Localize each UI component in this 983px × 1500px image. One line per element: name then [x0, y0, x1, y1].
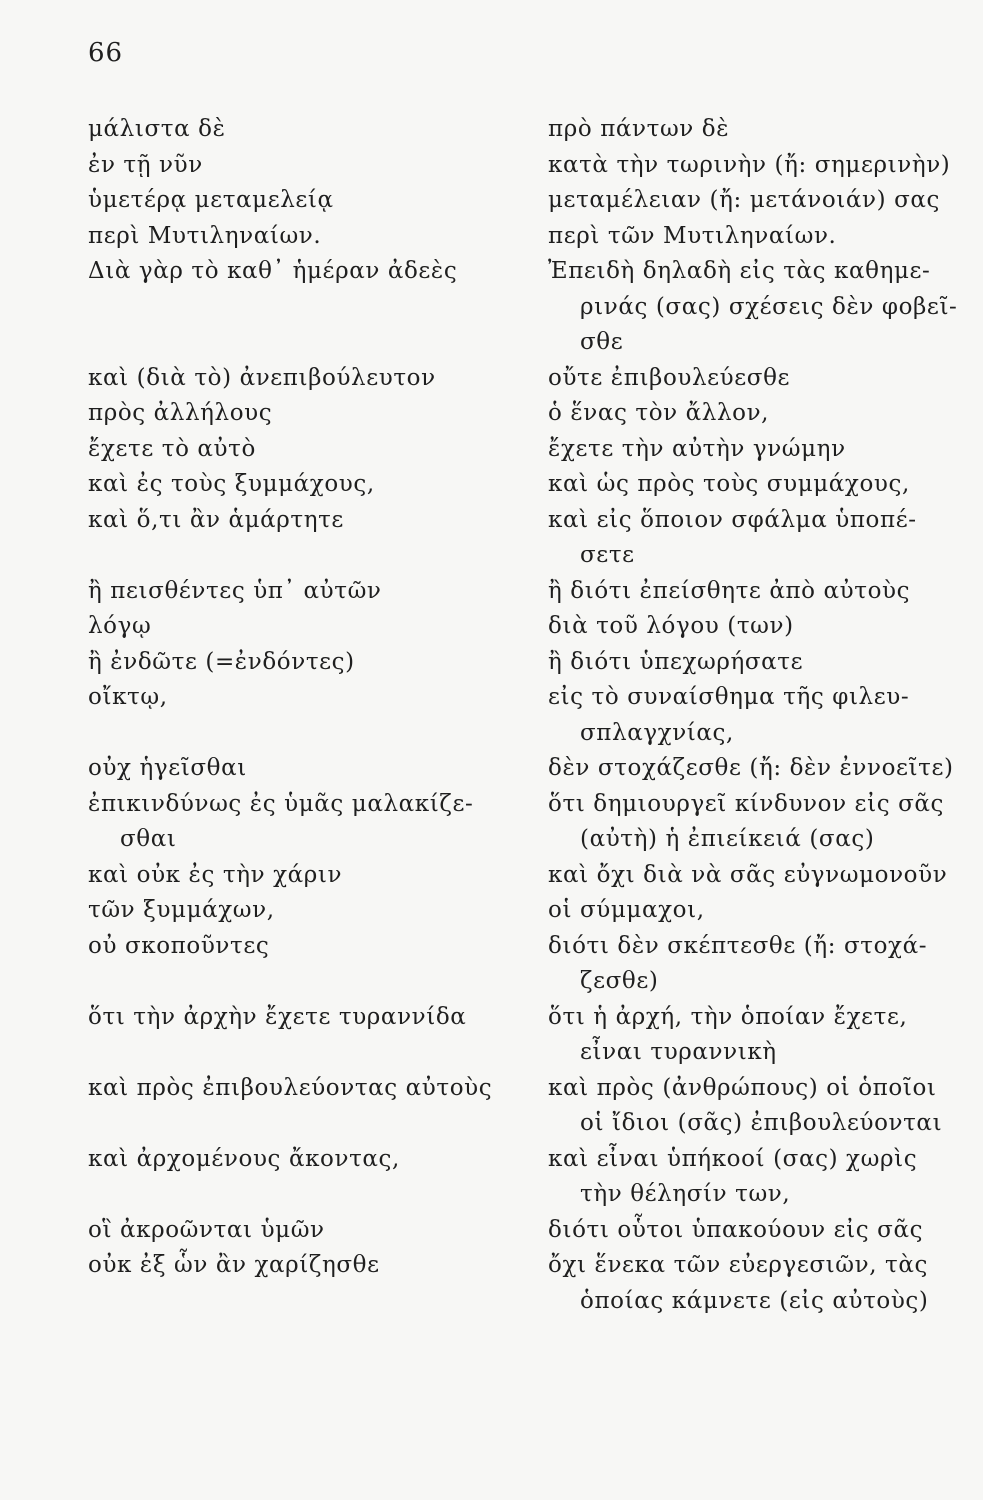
translation-text-line: κατὰ τὴν τωρινὴν (ἤ: σημερινὴν): [548, 151, 951, 178]
original-text-line: ὑμετέρᾳ μεταμελείᾳ: [88, 187, 334, 213]
translation-text-line: ζεσθε): [580, 968, 659, 994]
translation-text-line: δὲν στοχάζεσθε (ἤ: δὲν ἐννοεῖτε): [548, 755, 954, 781]
translation-text-line: καὶ εἶναι ὑπήκοοί (σας) χωρὶς: [548, 1145, 918, 1172]
translation-text-line: οὔτε ἐπιβουλεύεσθε: [548, 364, 791, 391]
original-text-line: [88, 325, 518, 361]
translation-text-line: οἱ ἴδιοι (σᾶς) ἐπιβουλεύονται: [580, 1110, 943, 1136]
original-text-line: καὶ (διὰ τὸ) ἀνεπιβούλευτον: [88, 364, 436, 391]
original-text-line: οὐχ ἡγεῖσθαι: [88, 755, 247, 781]
translation-text-line: καὶ ὡς πρὸς τοὺς συμμάχους,: [548, 471, 910, 497]
original-text-line: [88, 716, 518, 752]
original-text-line: [88, 538, 518, 574]
translation-text-line: ὁ ἕνας τὸν ἄλλον,: [548, 400, 770, 426]
translation-text-line: σθε: [580, 329, 624, 355]
original-text-line: τῶν ξυμμάχων,: [88, 897, 275, 923]
translation-text-line: σετε: [580, 542, 635, 568]
original-text-line: καὶ πρὸς ἐπιβουλεύοντας αὐτοὺς: [88, 1074, 493, 1101]
translation-text-line: ρινάς (σας) σχέσεις δὲν φοβεῖ-: [580, 293, 958, 320]
original-text-line: καὶ ἐς τοὺς ξυμμάχους,: [88, 471, 375, 497]
translation-text-line: (αὐτὴ) ἡ ἐπιείκειά (σας): [580, 826, 875, 852]
translation-text-line: ἢ διότι ἐπείσθητε ἀπὸ αὐτοὺς: [548, 577, 911, 604]
original-text-line: οἴκτῳ,: [88, 684, 168, 710]
original-text-line: οἳ ἀκροῶνται ὑμῶν: [88, 1216, 325, 1243]
greek-original-column: [88, 112, 518, 1284]
original-text-line: καὶ ἀρχομένους ἄκοντας,: [88, 1145, 400, 1172]
translation-text-line: πρὸ πάντων δὲ: [548, 116, 730, 142]
original-text-line: οὐ σκοποῦντες: [88, 932, 270, 959]
translation-text-line: εἰς τὸ συναίσθημα τῆς φιλευ-: [548, 684, 910, 710]
original-text-line: [88, 290, 518, 326]
original-text-line: ἔχετε τὸ αὐτὸ: [88, 435, 256, 462]
translation-text-line: καὶ ὄχι διὰ νὰ σᾶς εὐγνωμονοῦν: [548, 861, 948, 888]
page-number: 66: [88, 38, 124, 68]
translation-text-line: διότι οὗτοι ὑπακούουν εἰς σᾶς: [548, 1216, 924, 1243]
translation-text-line: διὰ τοῦ λόγου (των): [548, 613, 794, 639]
translation-text-line: μεταμέλειαν (ἤ: μετάνοιάν) σας: [548, 187, 941, 213]
translation-text-line: ὁποίας κάμνετε (εἰς αὐτοὺς): [580, 1287, 929, 1314]
translation-text-line: ἢ διότι ὑπεχωρήσατε: [548, 648, 804, 675]
translation-text-line: ὄχι ἕνεκα τῶν εὐεργεσιῶν, τὰς: [548, 1252, 928, 1278]
original-text-line: περὶ Μυτιληναίων.: [88, 222, 322, 249]
original-text-line: ἐπικινδύνως ἐς ὑμᾶς μαλακίζε-: [88, 790, 474, 817]
original-text-line: [88, 1177, 518, 1213]
translation-text-line: ἔχετε τὴν αὐτὴν γνώμην: [548, 435, 846, 462]
modern-greek-translation-column: [548, 112, 958, 1319]
original-text-line: μάλιστα δὲ: [88, 116, 226, 142]
translation-text-line: οἱ σύμμαχοι,: [548, 897, 705, 923]
original-text-line: [88, 964, 518, 1000]
translation-text-line: καὶ εἰς ὅποιον σφάλμα ὑποπέ-: [548, 506, 917, 533]
translation-text-line: ὅτι δημιουργεῖ κίνδυνον εἰς σᾶς: [548, 790, 944, 817]
original-text-line: καὶ ὅ,τι ἂν ἁμάρτητε: [88, 506, 344, 533]
original-text-line: [88, 1106, 518, 1142]
translation-text-line: διότι δὲν σκέπτεσθε (ἤ: στοχά-: [548, 932, 928, 959]
translation-text-line: τὴν θέλησίν των,: [580, 1181, 791, 1207]
original-text-line: ἢ πεισθέντες ὑπ᾽ αὐτῶν: [88, 577, 382, 604]
original-text-line: σθαι: [120, 826, 177, 852]
original-text-line: Διὰ γὰρ τὸ καθ᾽ ἡμέραν ἀδεὲς: [88, 258, 458, 284]
translation-text-line: Ἐπειδὴ δηλαδὴ εἰς τὰς καθημε-: [548, 258, 931, 284]
translation-text-line: ὅτι ἡ ἀρχή, τὴν ὁποίαν ἔχετε,: [548, 1003, 908, 1030]
translation-text-line: περὶ τῶν Μυτιληναίων.: [548, 222, 837, 249]
translation-text-line: σπλαγχνίας,: [580, 719, 734, 746]
original-text-line: λόγῳ: [88, 613, 152, 639]
original-text-line: ἢ ἐνδῶτε (=ἐνδόντες): [88, 648, 355, 675]
original-text-line: οὐκ ἐξ ὧν ἂν χαρίζησθε: [88, 1252, 380, 1278]
original-text-line: ἐν τῇ νῦν: [88, 151, 203, 178]
original-text-line: πρὸς ἀλλήλους: [88, 400, 273, 426]
original-text-line: ὅτι τὴν ἀρχὴν ἔχετε τυραννίδα: [88, 1003, 467, 1030]
translation-text-line: καὶ πρὸς (ἀνθρώπους) οἱ ὁποῖοι: [548, 1074, 937, 1101]
original-text-line: [88, 1035, 518, 1071]
original-text-line: καὶ οὐκ ἐς τὴν χάριν: [88, 861, 343, 888]
translation-text-line: εἶναι τυραννικὴ: [580, 1039, 777, 1065]
